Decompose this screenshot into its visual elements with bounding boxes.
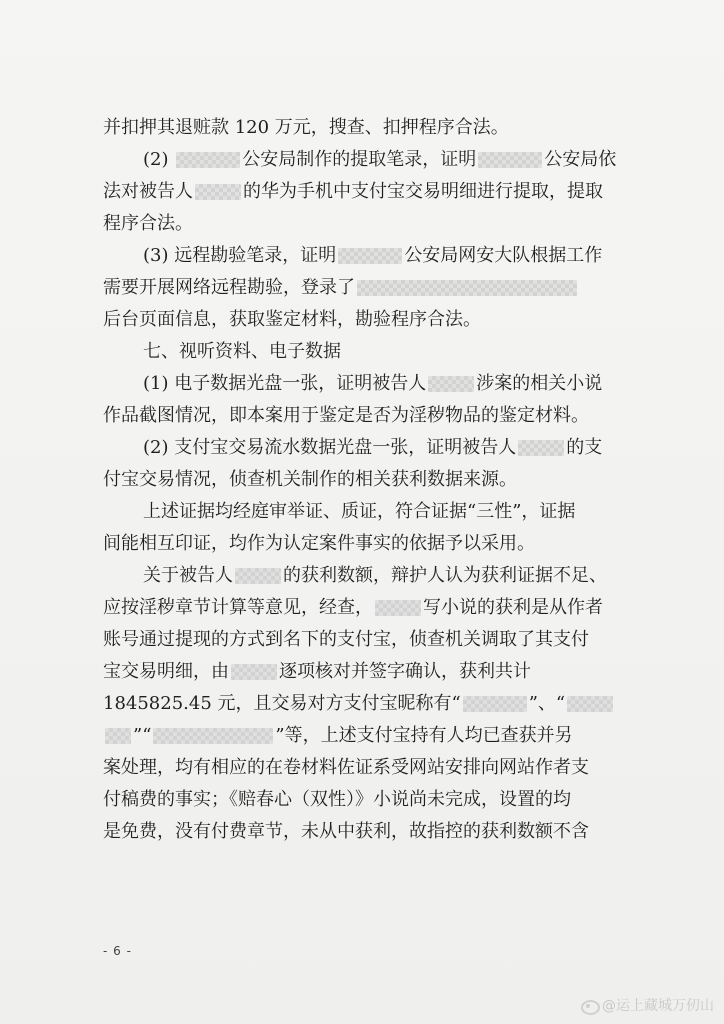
text-line (103, 464, 628, 496)
line-text: 付稿费的事实；《赔春心（双性）》小说尚未完成，设置的均 (103, 789, 571, 810)
watermark (580, 995, 714, 1015)
line-text: 公安局依 (544, 149, 617, 170)
line-text: 法对被告人 (103, 181, 193, 202)
line-text: 上述证据均经庭审举证、质证，符合证据“三性”，证据 (143, 501, 576, 522)
redaction-block (153, 728, 273, 744)
watermark-text: @运上藏城万仞山 (602, 998, 714, 1014)
line-text: 是免费，没有付费章节，未从中获利，故指控的获利数额不含 (103, 821, 589, 842)
line-text: 逐项核对并签字确认，获利共计 (279, 661, 531, 682)
page-number: - 6 - (103, 944, 132, 958)
line-text: 写小说的获利是从作者 (423, 597, 603, 618)
redaction-block (428, 376, 474, 392)
redaction-block (375, 600, 421, 616)
text-line (103, 816, 628, 848)
line-text: 付宝交易情况，侦查机关制作的相关获利数据来源。 (103, 469, 517, 490)
text-line (103, 688, 628, 720)
line-text: 案处理，均有相应的在卷材料佐证系受网站安排向网站作者支 (103, 757, 589, 778)
text-line (103, 624, 628, 656)
line-text: 涉案的相关小说 (476, 373, 603, 394)
line-text: 并扣押其退赃款 120 万元，搜查、扣押程序合法。 (103, 117, 509, 138)
redaction-block (105, 728, 131, 744)
line-text: 的华为手机中支付宝交易明细进行提取，提取 (243, 181, 603, 202)
text-line (103, 400, 628, 432)
redaction-block (478, 152, 542, 168)
line-text: 宝交易明细，由 (103, 661, 229, 682)
text-line (103, 144, 628, 176)
line-text: 需要开展网络远程勘验，登录了 (103, 277, 355, 298)
line-text: 1845825.45 元，且交易对方支付宝昵称有“ (103, 693, 461, 714)
text-line (103, 240, 628, 272)
line-text: 作品截图情况，即本案用于鉴定是否为淫秽物品的鉴定材料。 (103, 405, 589, 426)
line-text: 七、视听资料、电子数据 (143, 341, 341, 362)
text-line (103, 432, 628, 464)
section-heading (103, 336, 628, 368)
line-text: (1) 电子数据光盘一张，证明被告人 (143, 373, 427, 394)
redaction-block (338, 248, 402, 264)
redaction-block (176, 152, 240, 168)
line-text: ”等，上述支付宝持有人均已查获并另 (275, 725, 573, 746)
line-text: 公安局网安大队根据工作 (404, 245, 603, 266)
weibo-icon (580, 998, 598, 1012)
line-text: ”、“ (528, 693, 566, 714)
line-text: 间能相互印证，均作为认定案件事实的依据予以采用。 (103, 533, 535, 554)
line-text: 关于被告人 (143, 565, 233, 586)
redaction-block (518, 440, 564, 456)
text-line (103, 112, 628, 144)
line-text: 应按淫秽章节计算等意见，经查， (103, 597, 373, 618)
text-line (103, 528, 628, 560)
text-line (103, 176, 628, 208)
text-line (103, 368, 628, 400)
redaction-block (357, 280, 577, 296)
line-text: (2) 支付宝交易流水数据光盘一张，证明被告人 (143, 437, 517, 458)
line-text: 后台页面信息，获取鉴定材料，勘验程序合法。 (103, 309, 481, 330)
text-line (103, 496, 628, 528)
line-text: (3) 远程勘验笔录，证明 (143, 245, 337, 266)
line-text: 的获利数额，辩护人认为获利证据不足、 (283, 565, 607, 586)
text-line (103, 592, 628, 624)
line-text: ”“ (133, 725, 152, 746)
redaction-block (567, 696, 613, 712)
text-line (103, 304, 628, 336)
text-line (103, 560, 628, 592)
line-text: 公安局制作的提取笔录，证明 (242, 149, 477, 170)
text-line (103, 752, 628, 784)
text-line (103, 208, 628, 240)
redaction-block (231, 664, 277, 680)
line-text: 账号通过提现的方式到名下的支付宝，侦查机关调取了其支付 (103, 629, 589, 650)
redaction-block (463, 696, 527, 712)
line-text: 的支 (566, 437, 603, 458)
document-body (103, 112, 628, 848)
redaction-block (235, 568, 281, 584)
text-line (103, 784, 628, 816)
line-text: (2) (143, 149, 175, 170)
redaction-block (195, 184, 241, 200)
text-line (103, 720, 628, 752)
text-line (103, 272, 628, 304)
line-text: 程序合法。 (103, 213, 193, 234)
text-line (103, 656, 628, 688)
